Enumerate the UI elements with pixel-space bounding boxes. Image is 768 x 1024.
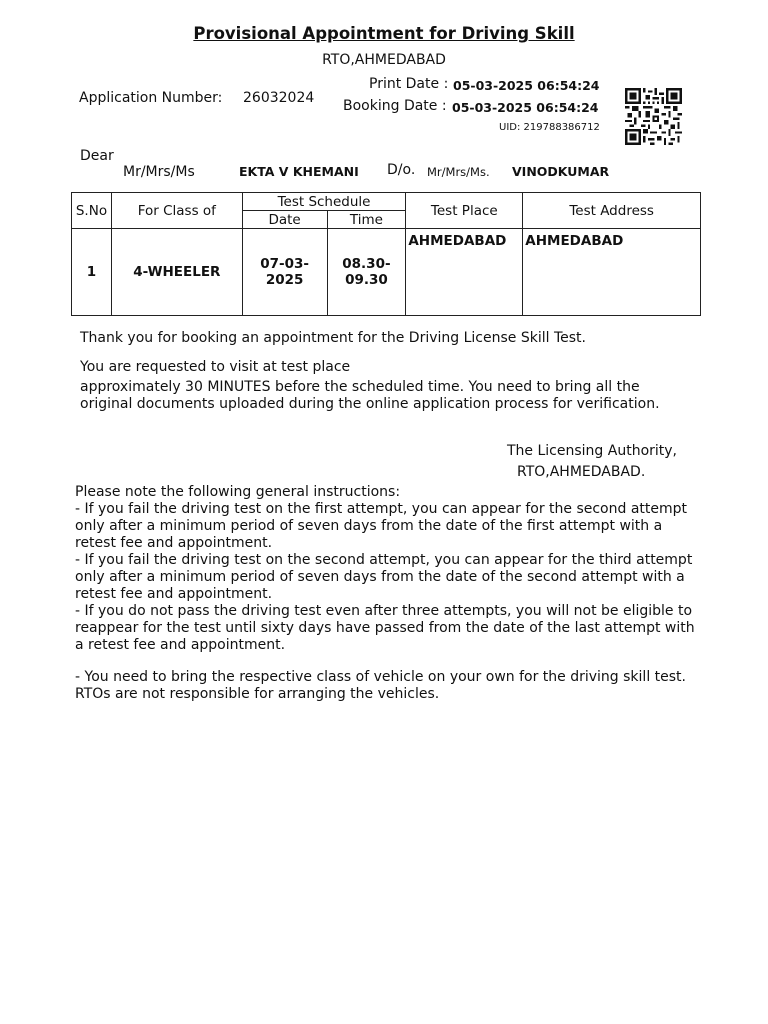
instructions-heading: Please note the following general instructions: (75, 484, 401, 500)
header-class: For Class of (111, 193, 242, 229)
row-test-address: AHMEDABAD (523, 229, 701, 316)
relation-salutation: Mr/Mrs/Ms. (427, 165, 490, 179)
relation-name: VINODKUMAR (512, 164, 610, 179)
booking-date-label: Booking Date : (343, 98, 447, 114)
header-sno: S.No (72, 193, 112, 229)
row-class: 4-WHEELER (111, 229, 242, 316)
document-title: Provisional Appointment for Driving Skill (193, 24, 575, 43)
row-test-place: AHMEDABAD (406, 229, 523, 316)
table-row (72, 229, 701, 316)
applicant-name: EKTA V KHEMANI (239, 164, 359, 179)
row-date (242, 229, 327, 316)
application-number: 26032024 (243, 90, 315, 106)
header-test-place: Test Place (406, 193, 523, 229)
dear-label: Dear (80, 148, 114, 164)
header-test-address: Test Address (523, 193, 701, 229)
header-date: Date (242, 211, 327, 229)
test-schedule-table (71, 192, 701, 316)
general-instructions (75, 484, 705, 654)
instruction-item: - If you fail the driving test on the second attempt, you can appear for the third attempt only after a minimum period of seven days from the date of the second attempt with a retest fee and appointment. (75, 552, 693, 602)
instruction-item: - If you do not pass the driving test even after three attempts, you will not be eligible to reappear for the test until sixty days have passed from the date of the last attempt with a retest fee and appointment. (75, 603, 695, 653)
row-sno: 1 (72, 229, 112, 316)
vehicle-note: - You need to bring the respective class of vehicle on your own for the driving skill test. RTOs are not responsible for arranging the vehicles. (75, 669, 686, 702)
row-date-line1: 07-03- (260, 256, 309, 272)
uid: UID: 219788386712 (499, 122, 600, 133)
application-number-label: Application Number: (79, 90, 223, 106)
thanks-text: Thank you for booking an appointment for the Driving License Skill Test. (80, 330, 586, 346)
row-time (327, 229, 406, 316)
relation-label: D/o. (387, 162, 416, 178)
row-date-line2: 2025 (265, 272, 304, 288)
authority-line-2: RTO,AHMEDABAD. (517, 464, 646, 480)
visit-line-1: You are requested to visit at test place (80, 359, 351, 375)
header-test-schedule: Test Schedule (242, 193, 406, 211)
visit-line-3: original documents uploaded during the online application process for verification. (80, 396, 660, 412)
salutation: Mr/Mrs/Ms (123, 164, 195, 180)
table-header-row (72, 193, 701, 211)
visit-line-2: approximately 30 MINUTES before the scheduled time. You need to bring all the (80, 379, 640, 395)
authority-line-1: The Licensing Authority, (507, 443, 678, 459)
print-date: 05-03-2025 06:54:24 (453, 78, 600, 93)
office-name: RTO,AHMEDABAD (322, 52, 446, 68)
row-time-line2: 09.30 (345, 272, 388, 288)
print-date-label: Print Date : (369, 76, 449, 92)
qr-code (625, 88, 682, 145)
row-time-line1: 08.30- (342, 256, 391, 272)
instruction-item: - If you fail the driving test on the first attempt, you can appear for the second attempt only after a minimum period of seven days from the date of the first attempt with a retest fee and appointment. (75, 501, 688, 551)
booking-date: 05-03-2025 06:54:24 (452, 100, 599, 115)
header-time: Time (327, 211, 406, 229)
